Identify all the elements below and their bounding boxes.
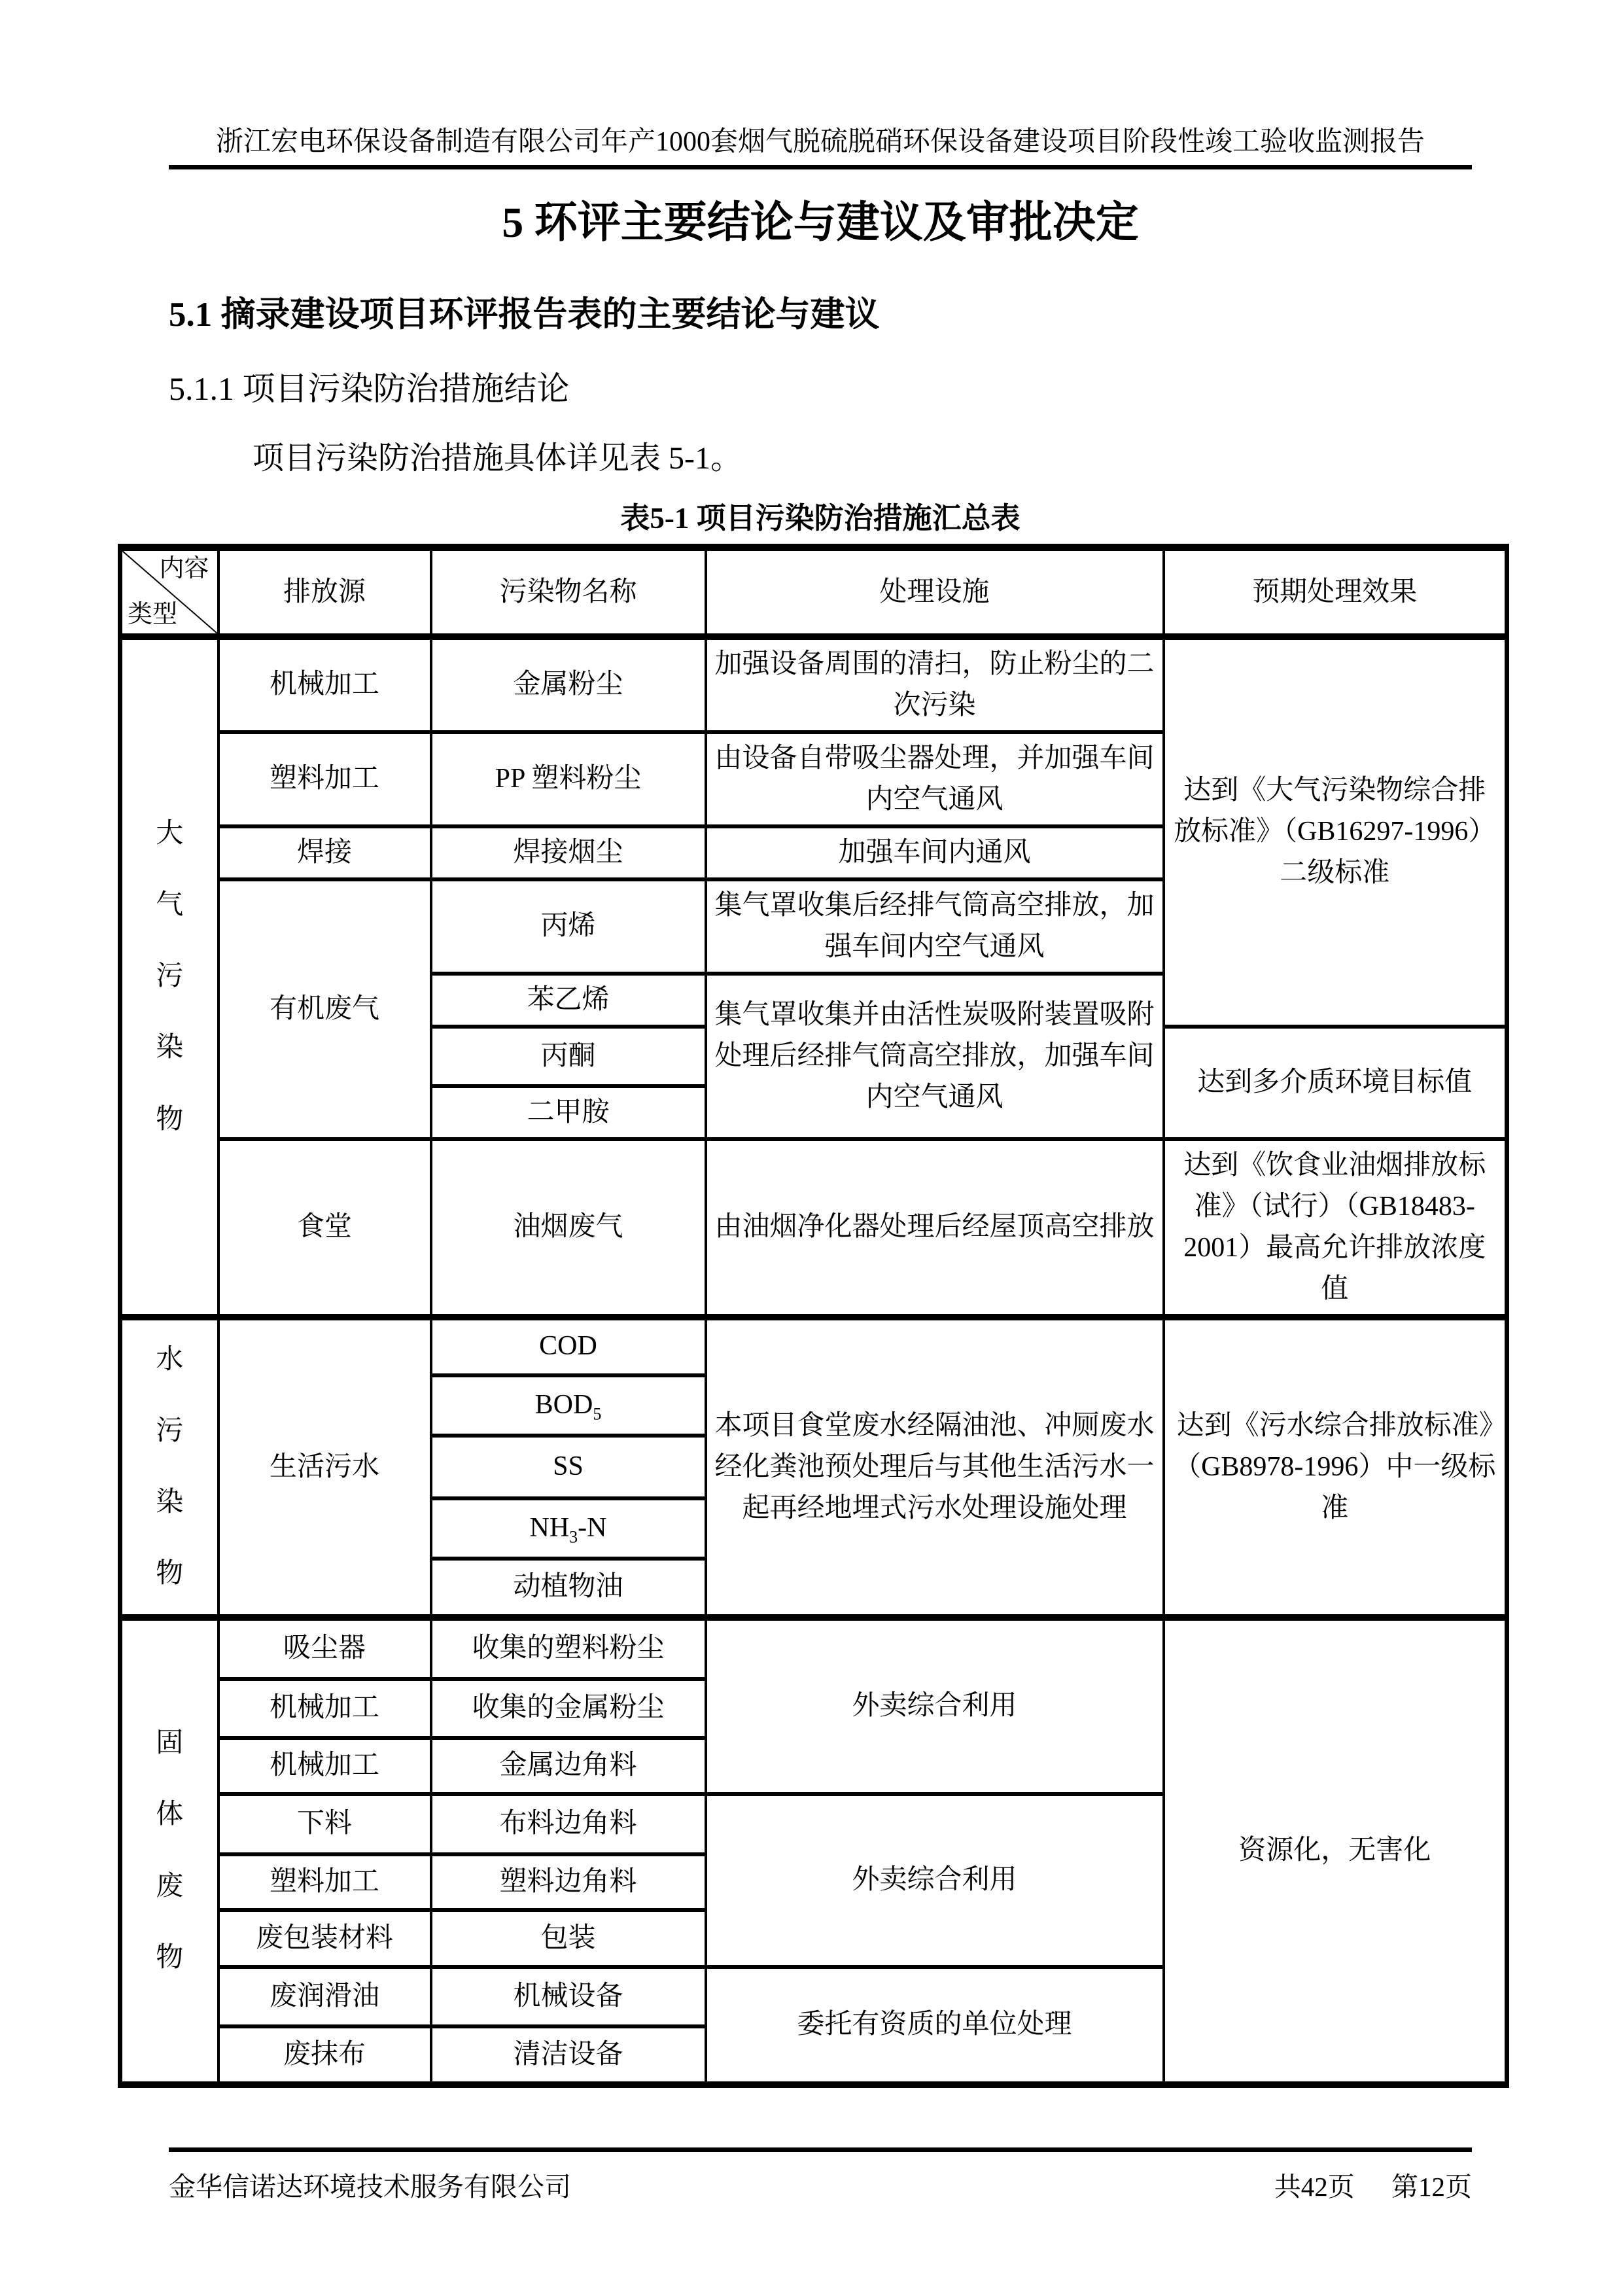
footer-company: 金华信诺达环境技术服务有限公司 (169, 2172, 571, 2202)
page-footer (169, 2147, 1472, 2204)
cell-source: 废润滑油 (218, 1967, 431, 2026)
cell-treatment: 集气罩收集后经排气筒高空排放，加强车间内空气通风 (706, 879, 1164, 974)
cell-pollutant: $NH_3-N$ (431, 1498, 706, 1559)
cell-treatment: 外卖综合利用 (706, 1794, 1164, 1967)
cell-pollutant: 包装 (431, 1910, 706, 1967)
cell-effect: 达到《饮食业油烟排放标准》（试行）（GB18483-2001）最高允许排放浓度值 (1164, 1139, 1507, 1317)
table-row (120, 1317, 1507, 1375)
cell-pollutant: 丙烯 (431, 879, 706, 974)
cell-pollutant: $BOD_5$ (431, 1375, 706, 1436)
table-caption: 表5-1 项目污染防治措施汇总表 (620, 502, 1021, 535)
cell-source: 废包装材料 (218, 1910, 431, 1967)
cell-pollutant: 油烟废气 (431, 1139, 706, 1317)
cell-effect: 达到《污水综合排放标准》（GB8978-1996）中一级标准 (1164, 1317, 1507, 1617)
cell-source: 下料 (218, 1794, 431, 1854)
body-paragraph: 项目污染防治措施具体详见表 5-1。 (253, 440, 742, 476)
cell-source: 焊接 (218, 826, 431, 879)
cell-source: 机械加工 (218, 637, 431, 732)
category-cell-solid: 固 体 废 物 (120, 1617, 218, 2085)
cell-treatment: 集气罩收集并由活性炭吸附装置吸附处理后经排气筒高空排放，加强车间内空气通风 (706, 974, 1164, 1139)
cell-source: 机械加工 (218, 1679, 431, 1738)
cell-treatment: 由设备自带吸尘器处理，并加强车间内空气通风 (706, 732, 1164, 826)
cell-pollutant: 金属边角料 (431, 1738, 706, 1794)
cell-pollutant: 焊接烟尘 (431, 826, 706, 879)
header-rule (169, 165, 1472, 169)
running-header-title: 浙江宏电环保设备制造有限公司年产1000套烟气脱硫脱硝环保设备建设项目阶段性竣工验收监测报告 (215, 127, 1425, 157)
header-cell-corner (120, 548, 218, 637)
cell-source: 机械加工 (218, 1738, 431, 1794)
cell-pollutant: 丙酮 (431, 1027, 706, 1086)
cell-treatment: 外卖综合利用 (706, 1617, 1164, 1794)
category-cell-air: 大 气 污 染 物 (120, 637, 218, 1317)
header-cell-source: 排放源 (218, 548, 431, 637)
subsection-title: 5.1.1 项目污染防治措施结论 (169, 370, 570, 408)
cell-source: 废抹布 (218, 2026, 431, 2085)
cell-pollutant: COD (431, 1317, 706, 1375)
cell-pollutant: 布料边角料 (431, 1794, 706, 1854)
table-row (120, 637, 1507, 732)
cell-treatment: 委托有资质的单位处理 (706, 1967, 1164, 2085)
cell-pollutant: 动植物油 (431, 1559, 706, 1617)
cell-pollutant: 机械设备 (431, 1967, 706, 2026)
cell-source: 食堂 (218, 1139, 431, 1317)
cell-effect: 达到多介质环境目标值 (1164, 1027, 1507, 1139)
corner-label-type: 类型 (128, 600, 178, 628)
cell-pollutant: 苯乙烯 (431, 974, 706, 1027)
cell-pollutant: 收集的塑料粉尘 (431, 1617, 706, 1679)
section-title: 5.1 摘录建设项目环评报告表的主要结论与建议 (169, 296, 880, 334)
cell-treatment: 由油烟净化器处理后经屋顶高空排放 (706, 1139, 1164, 1317)
cell-source: 生活污水 (218, 1317, 431, 1617)
cell-pollutant: 收集的金属粉尘 (431, 1679, 706, 1738)
table-row (120, 1139, 1507, 1317)
cell-pollutant: 金属粉尘 (431, 637, 706, 732)
cell-treatment: 本项目食堂废水经隔油池、冲厕废水经化粪池预处理后与其他生活污水一起再经地埋式污水处理设施处理 (706, 1317, 1164, 1617)
cell-pollutant: PP 塑料粉尘 (431, 732, 706, 826)
category-cell-water: 水 污 染 物 (120, 1317, 218, 1617)
header-cell-facility: 处理设施 (706, 548, 1164, 637)
header-cell-pollutant: 污染物名称 (431, 548, 706, 637)
corner-label-content: 内容 (159, 555, 209, 583)
cell-source: 吸尘器 (218, 1617, 431, 1679)
cell-source: 塑料加工 (218, 732, 431, 826)
cell-source: 塑料加工 (218, 1854, 431, 1910)
cell-pollutant: 清洁设备 (431, 2026, 706, 2085)
cell-source-organic: 有机废气 (218, 879, 431, 1139)
cell-pollutant: 二甲胺 (431, 1086, 706, 1139)
cell-pollutant: SS (431, 1436, 706, 1498)
header-cell-effect: 预期处理效果 (1164, 548, 1507, 637)
chapter-title: 5 环评主要结论与建议及审批决定 (502, 199, 1139, 247)
footer-current-page: 第12页 (1391, 2172, 1472, 2202)
cell-effect: 资源化，无害化 (1164, 1617, 1507, 2085)
cell-treatment: 加强车间内通风 (706, 826, 1164, 879)
footer-total-pages: 共42页 (1274, 2172, 1355, 2202)
cell-treatment: 加强设备周围的清扫，防止粉尘的二次污染 (706, 637, 1164, 732)
table-header-row (120, 548, 1507, 637)
cell-pollutant: 塑料边角料 (431, 1854, 706, 1910)
cell-effect: 达到《大气污染物综合排放标准》（GB16297-1996）二级标准 (1164, 637, 1507, 1027)
pollution-control-table (118, 544, 1509, 2087)
footer-page-numbers (1244, 2165, 1472, 2204)
table-row (120, 1617, 1507, 1679)
